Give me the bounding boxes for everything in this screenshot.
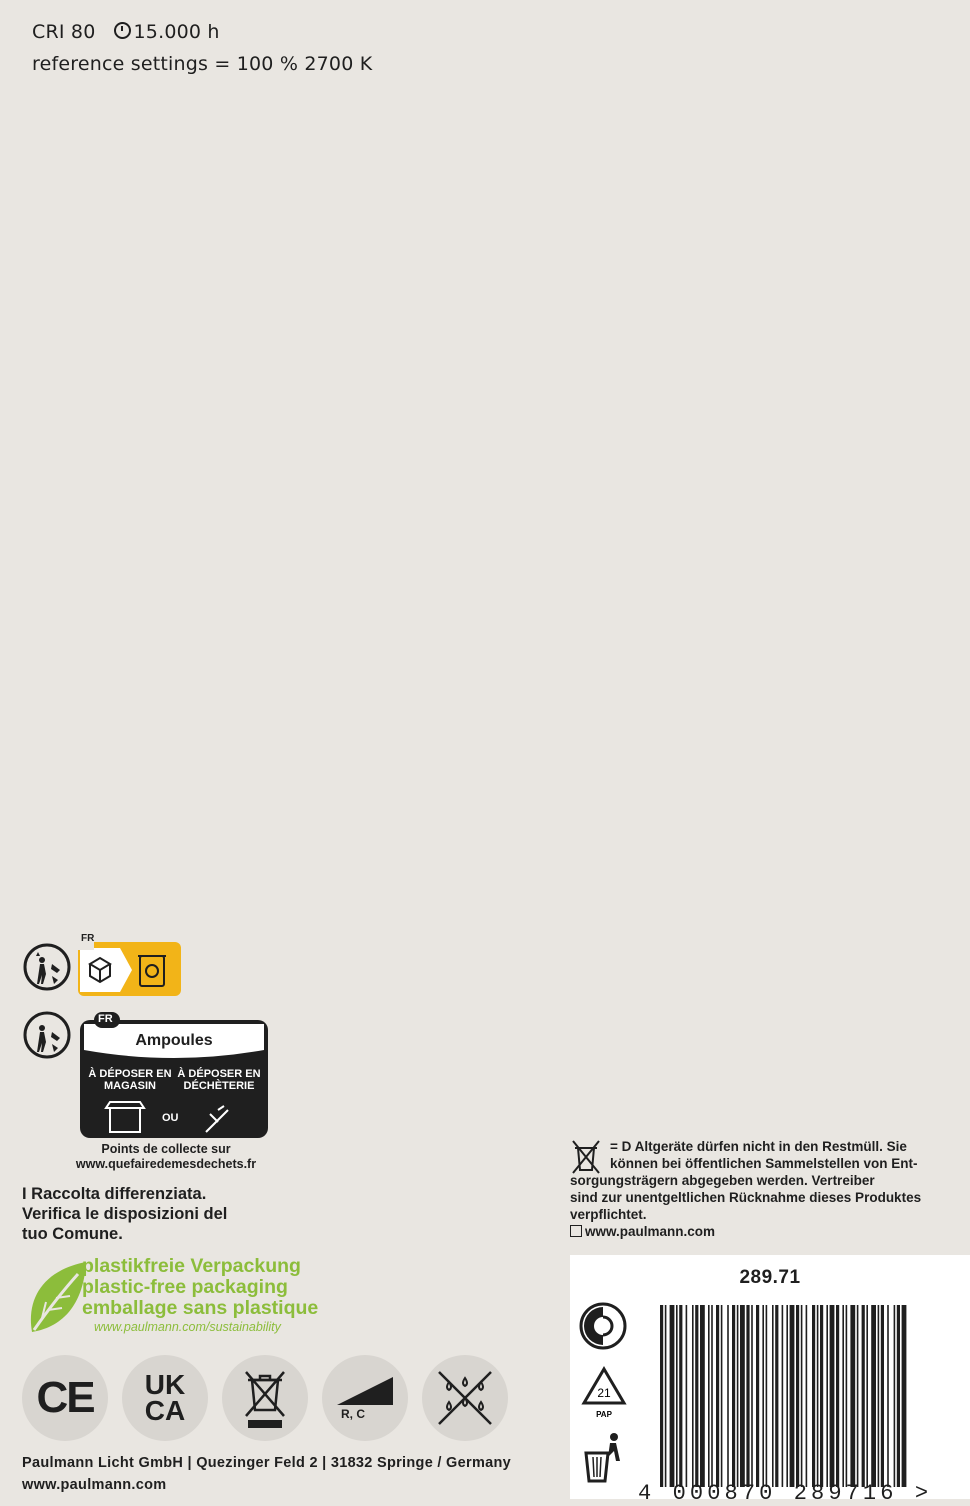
spec-block	[32, 16, 372, 80]
barcode-bar	[871, 1305, 876, 1487]
reference-settings: reference settings = 100 % 2700 K	[32, 53, 373, 75]
barcode-bar	[881, 1305, 884, 1487]
barcode-bar	[762, 1305, 764, 1487]
weee-url: www.paulmann.com	[585, 1224, 716, 1239]
cri-value: CRI 80	[32, 21, 96, 43]
barcode-bar	[817, 1305, 819, 1487]
barcode-bar	[842, 1305, 844, 1487]
rc-label: R, C	[341, 1407, 365, 1421]
barcode-bar	[772, 1305, 774, 1487]
barcode-bar	[830, 1305, 835, 1487]
clock-icon	[114, 22, 131, 39]
tidy-man-icon	[582, 1431, 626, 1483]
weee-bin-icon	[222, 1355, 308, 1441]
barcode-bar	[670, 1305, 675, 1487]
ukca-mark: UK CA	[122, 1355, 208, 1441]
company-address	[22, 1452, 511, 1496]
lifetime	[114, 16, 220, 48]
barcode-bar	[700, 1305, 705, 1487]
barcode-bar	[775, 1305, 778, 1487]
fr-tag: FR	[98, 1013, 113, 1025]
barcode-bar	[894, 1305, 896, 1487]
weee-line1: = D Altgeräte dürfen nicht in den Restmüll. Sie	[610, 1139, 907, 1154]
lifetime-value: 15.000 h	[133, 21, 220, 43]
barcode-bar	[862, 1305, 865, 1487]
plastic-free-de: plastikfreie Verpackung	[82, 1255, 301, 1277]
barcode-bar	[887, 1305, 889, 1487]
triman-icon	[22, 1010, 72, 1060]
deposer-decheterie: À DÉPOSER EN DÉCHÈTERIE	[177, 1068, 261, 1092]
barcode-bar	[716, 1305, 719, 1487]
barcode-bar	[796, 1305, 799, 1487]
barcode-bar	[782, 1305, 784, 1487]
barcode-bar	[846, 1305, 848, 1487]
barcode-bar	[665, 1305, 667, 1487]
barcode-bar	[692, 1305, 694, 1487]
barcode-bar	[801, 1305, 803, 1487]
no-water-icon	[422, 1355, 508, 1441]
svg-text:PAP: PAP	[596, 1410, 612, 1419]
barcode-bar	[850, 1305, 855, 1487]
italia-line3: tuo Comune.	[22, 1225, 123, 1243]
ean-number: 4 000870 289716 >	[638, 1481, 933, 1506]
italian-recycling-note	[22, 1184, 227, 1244]
deposer-magasin: À DÉPOSER EN MAGASIN	[88, 1068, 172, 1092]
barcode-bar	[806, 1305, 808, 1487]
barcode-bar	[786, 1305, 788, 1487]
ou-label: OU	[162, 1112, 179, 1124]
ean-barcode	[658, 1305, 918, 1495]
company-url: www.paulmann.com	[22, 1477, 167, 1493]
leaf-icon	[24, 1258, 90, 1338]
fr-packaging-sort-badge	[78, 933, 183, 996]
ce-mark: CE	[22, 1355, 108, 1441]
ampoules-info-box	[78, 1010, 270, 1140]
barcode-bar	[711, 1305, 713, 1487]
barcode-bar	[756, 1305, 759, 1487]
italia-line1: I Raccolta differenziata.	[22, 1185, 207, 1203]
address-line: Paulmann Licht GmbH | Quezinger Feld 2 | 31832 Springe / Germany	[22, 1455, 512, 1471]
green-dot-icon	[578, 1301, 628, 1351]
ampoules-title: Ampoules	[135, 1032, 213, 1049]
barcode-bar	[878, 1305, 880, 1487]
barcode-bar	[732, 1305, 735, 1487]
dimmable-ramp-icon	[322, 1355, 408, 1441]
barcode-bar	[902, 1305, 907, 1487]
collecte-line1: Points de collecte sur	[101, 1142, 231, 1156]
barcode-bar	[721, 1305, 723, 1487]
barcode-bar	[751, 1305, 753, 1487]
plastic-free-en: plastic-free packaging	[82, 1276, 288, 1298]
barcode-bar	[737, 1305, 739, 1487]
fr-tag: FR	[81, 933, 95, 944]
info-box-icon	[570, 1225, 582, 1237]
article-number: 289.71	[739, 1267, 801, 1288]
triman-icon	[22, 942, 72, 992]
barcode-bar	[766, 1305, 768, 1487]
sustainability-url: www.paulmann.com/sustainability	[94, 1320, 281, 1334]
recycle-pap-icon	[580, 1365, 628, 1421]
barcode-bar	[812, 1305, 815, 1487]
barcode-bar	[826, 1305, 828, 1487]
weee-line5: verpflichtet.	[570, 1207, 647, 1222]
barcode-bar	[679, 1305, 682, 1487]
barcode-bar	[866, 1305, 868, 1487]
barcode-bar	[695, 1305, 698, 1487]
weee-line2: können bei öffentlichen Sammelstellen von Ent-	[610, 1156, 918, 1171]
weee-line4: sind zur unentgeltlichen Rücknahme dieses Produktes	[570, 1190, 922, 1205]
barcode-bar	[857, 1305, 859, 1487]
barcode-bar	[686, 1305, 688, 1487]
barcode-bar	[676, 1305, 678, 1487]
collecte-url: www.quefairedemesdechets.fr	[75, 1157, 257, 1171]
certification-row	[22, 1355, 508, 1441]
collecte-info	[60, 1142, 272, 1172]
barcode-bar	[660, 1305, 663, 1487]
barcode-bar	[897, 1305, 900, 1487]
barcode-bar	[727, 1305, 729, 1487]
barcode-bar	[820, 1305, 823, 1487]
barcode-bar	[708, 1305, 710, 1487]
barcode-bar	[746, 1305, 749, 1487]
barcode-panel	[570, 1255, 970, 1506]
barcode-bar	[790, 1305, 795, 1487]
barcode-bar	[836, 1305, 839, 1487]
italia-line2: Verifica le disposizioni del	[22, 1205, 228, 1223]
plastic-free-fr: emballage sans plastique	[82, 1297, 319, 1319]
weee-line3: sorgungsträgern abgegeben werden. Vertreiber	[570, 1173, 875, 1188]
svg-text:21: 21	[597, 1386, 611, 1400]
barcode-bar	[740, 1305, 745, 1487]
